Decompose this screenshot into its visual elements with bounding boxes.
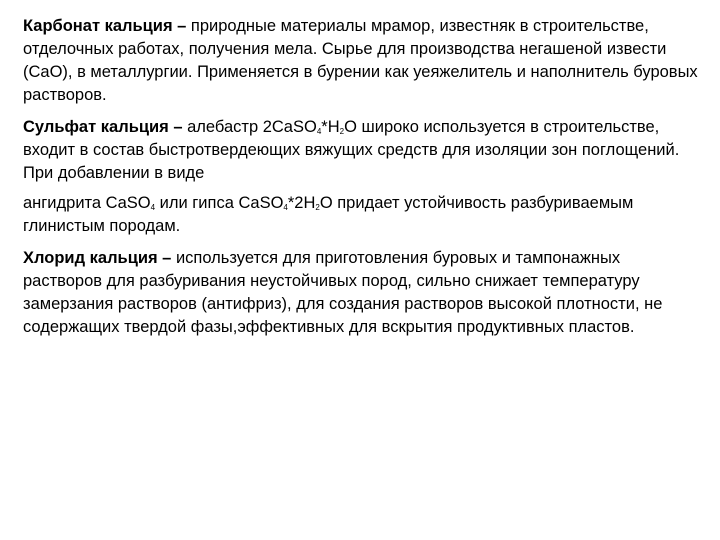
text-anhydrite-part-1: ангидрита CaSO	[23, 194, 151, 212]
term-calcium-carbonate: Карбонат кальция –	[23, 17, 187, 35]
text-calcium-chloride: используется для приготовления буровых и тампонажных растворов для разбуривания неустойчивых пород, сильно снижает температуру замерзания растворов (антифриз), для создания растворов высокой плотности, не содержащих твердой фазы,эффективных для вскрытия продуктивных пластов.	[23, 249, 663, 336]
text-sulfate-part-3: O широко используется в строительстве, входит в состав быстротвердеющих вяжущих средств для изоляции зон поглощений. При добавлении в виде	[23, 118, 680, 182]
slide-text-body	[23, 15, 703, 348]
text-sulfate-part-2: *H	[321, 118, 340, 136]
paragraph-anhydrite-gypsum	[23, 192, 703, 238]
text-sulfate-part-1: алебастр 2CaSO	[182, 118, 317, 136]
paragraph-calcium-sulfate	[23, 116, 703, 185]
subscript-4: 4	[150, 203, 156, 212]
paragraph-calcium-chloride	[23, 247, 703, 339]
subscript-4: 4	[283, 203, 288, 212]
paragraph-calcium-carbonate	[23, 15, 703, 107]
subscript-4: 4	[316, 127, 322, 136]
text-anhydrite-part-2: или гипса CaSO	[155, 194, 284, 212]
term-calcium-sulfate: Сульфат кальция –	[23, 118, 183, 136]
text-calcium-carbonate: природные материалы мрамор, известняк в строительстве, отделочных работах, получения мела. Сырье для производства негашеной извести (CaO), в металлургии. Применяется в бурении как уеяжелитель и наполнитель буровых растворов.	[23, 17, 698, 104]
text-anhydrite-part-3: *2H	[287, 194, 316, 212]
term-calcium-chloride: Хлорид кальция –	[23, 249, 172, 267]
text-anhydrite-part-4: O придает устойчивость разбуриваемым глинистым породам.	[23, 194, 634, 235]
subscript-2: 2	[339, 127, 345, 136]
subscript-2: 2	[315, 203, 320, 212]
